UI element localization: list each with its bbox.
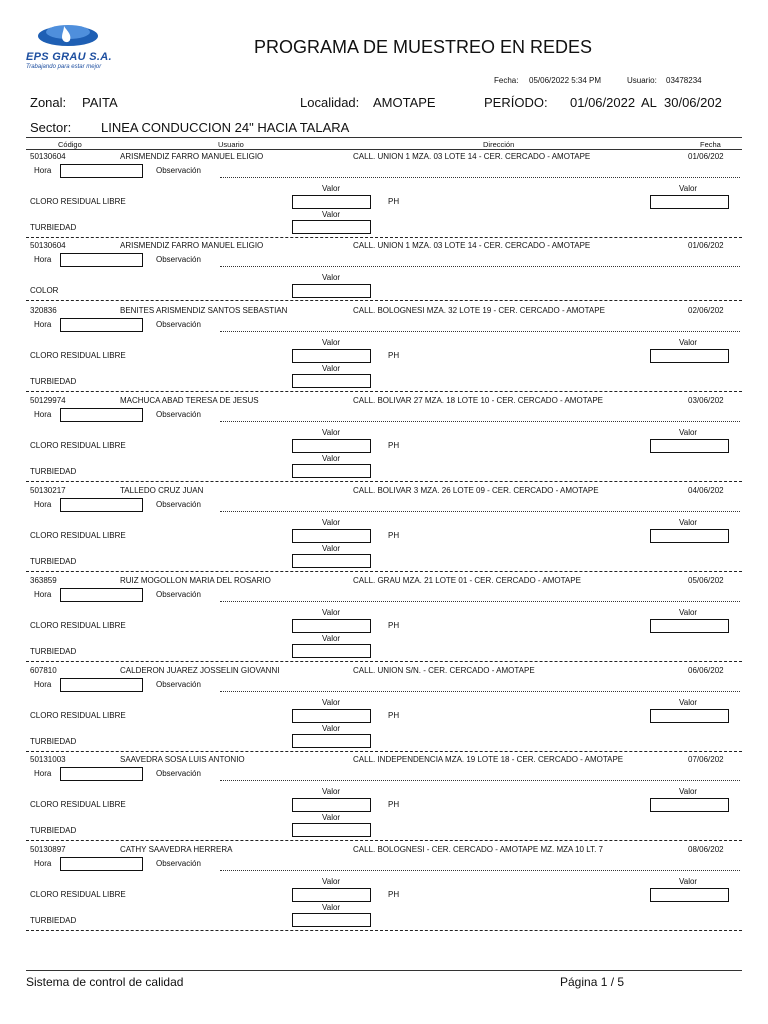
observacion-label: Observación bbox=[156, 680, 201, 689]
record-fecha: 01/06/202 bbox=[688, 152, 724, 161]
ph-label: PH bbox=[388, 890, 400, 899]
usuario-label: Usuario: bbox=[627, 76, 657, 85]
param1-label: CLORO RESIDUAL LIBRE bbox=[30, 197, 126, 206]
ph-valor-input[interactable] bbox=[650, 798, 729, 812]
valor2-label: Valor bbox=[322, 364, 341, 373]
record bbox=[0, 575, 768, 665]
record-codigo: 50131003 bbox=[30, 755, 66, 764]
observacion-label: Observación bbox=[156, 255, 201, 264]
record-fecha: 05/06/202 bbox=[688, 576, 724, 585]
valor-input[interactable] bbox=[292, 888, 371, 902]
record-usuario: SAAVEDRA SOSA LUIS ANTONIO bbox=[120, 755, 245, 764]
record-fecha: 04/06/202 bbox=[688, 486, 724, 495]
observacion-line[interactable] bbox=[220, 691, 740, 692]
valor-input[interactable] bbox=[292, 195, 371, 209]
valor-label: Valor bbox=[322, 608, 341, 617]
ph-valor-input[interactable] bbox=[650, 195, 729, 209]
record bbox=[0, 240, 768, 304]
hora-input[interactable] bbox=[60, 318, 143, 332]
record-direccion: CALL. UNION 1 MZA. 03 LOTE 14 - CER. CERCADO - AMOTAPE bbox=[353, 152, 591, 161]
record-separator bbox=[26, 300, 742, 301]
record-direccion: CALL. INDEPENDENCIA MZA. 19 LOTE 18 - CER. CERCADO - AMOTAPE bbox=[353, 755, 624, 764]
hora-input[interactable] bbox=[60, 253, 143, 267]
footer-page: Página 1 / 5 bbox=[560, 975, 625, 989]
valor2-label: Valor bbox=[322, 454, 341, 463]
record-codigo: 607810 bbox=[30, 666, 57, 675]
record bbox=[0, 151, 768, 241]
valor-input[interactable] bbox=[292, 619, 371, 633]
record-usuario: CATHY SAAVEDRA HERRERA bbox=[120, 845, 233, 854]
hora-label: Hora bbox=[34, 769, 52, 778]
valor2-input[interactable] bbox=[292, 823, 371, 837]
hora-label: Hora bbox=[34, 320, 52, 329]
param1-label: CLORO RESIDUAL LIBRE bbox=[30, 800, 126, 809]
record-separator bbox=[26, 237, 742, 238]
footer-system: Sistema de control de calidad bbox=[26, 975, 184, 989]
observacion-line[interactable] bbox=[220, 421, 740, 422]
record-direccion: CALL. BOLIVAR 27 MZA. 18 LOTE 10 - CER. CERCADO - AMOTAPE bbox=[353, 396, 603, 405]
valor2-input[interactable] bbox=[292, 913, 371, 927]
col-fecha: Fecha bbox=[700, 140, 721, 149]
valor2-input[interactable] bbox=[292, 464, 371, 478]
ph-valor-input[interactable] bbox=[650, 529, 729, 543]
valor2-input[interactable] bbox=[292, 374, 371, 388]
param1-label: COLOR bbox=[30, 286, 59, 295]
record-usuario: CALDERON JUAREZ JOSSELIN GIOVANNI bbox=[120, 666, 280, 675]
valor2-label: Valor bbox=[322, 903, 341, 912]
valor-input[interactable] bbox=[292, 284, 371, 298]
observacion-line[interactable] bbox=[220, 780, 740, 781]
record-codigo: 50130217 bbox=[30, 486, 66, 495]
record-direccion: CALL. BOLIVAR 3 MZA. 26 LOTE 09 - CER. CERCADO - AMOTAPE bbox=[353, 486, 599, 495]
param1-label: CLORO RESIDUAL LIBRE bbox=[30, 621, 126, 630]
col-direccion: Dirección bbox=[483, 140, 515, 149]
record-fecha: 03/06/202 bbox=[688, 396, 724, 405]
periodo-label: PERÍODO: bbox=[484, 95, 548, 110]
ph-valor-label: Valor bbox=[679, 184, 698, 193]
record-usuario: RUIZ MOGOLLON MARIA DEL ROSARIO bbox=[120, 576, 271, 585]
observacion-label: Observación bbox=[156, 410, 201, 419]
param2-label: TURBIEDAD bbox=[30, 467, 77, 476]
hora-input[interactable] bbox=[60, 164, 143, 178]
ph-valor-label: Valor bbox=[679, 338, 698, 347]
valor2-label: Valor bbox=[322, 813, 341, 822]
valor2-label: Valor bbox=[322, 724, 341, 733]
hora-input[interactable] bbox=[60, 767, 143, 781]
ph-label: PH bbox=[388, 197, 400, 206]
col-usuario: Usuario bbox=[218, 140, 244, 149]
record-separator bbox=[26, 930, 742, 931]
record-fecha: 08/06/202 bbox=[688, 845, 724, 854]
ph-valor-input[interactable] bbox=[650, 619, 729, 633]
record-direccion: CALL. BOLOGNESI - CER. CERCADO - AMOTAPE MZ. MZA 10 LT. 7 bbox=[353, 845, 603, 854]
fecha-label: Fecha: bbox=[494, 76, 519, 85]
hora-label: Hora bbox=[34, 166, 52, 175]
record bbox=[0, 305, 768, 395]
valor-input[interactable] bbox=[292, 798, 371, 812]
ph-label: PH bbox=[388, 441, 400, 450]
observacion-line[interactable] bbox=[220, 511, 740, 512]
localidad-value: AMOTAPE bbox=[373, 95, 436, 110]
valor-label: Valor bbox=[322, 428, 341, 437]
observacion-line[interactable] bbox=[220, 331, 740, 332]
record bbox=[0, 754, 768, 844]
record-fecha: 02/06/202 bbox=[688, 306, 724, 315]
record-direccion: CALL. UNION 1 MZA. 03 LOTE 14 - CER. CERCADO - AMOTAPE bbox=[353, 241, 591, 250]
record-codigo: 50130897 bbox=[30, 845, 66, 854]
record-usuario: MACHUCA ABAD TERESA DE JESUS bbox=[120, 396, 259, 405]
param2-label: TURBIEDAD bbox=[30, 916, 77, 925]
ph-valor-label: Valor bbox=[679, 877, 698, 886]
param1-label: CLORO RESIDUAL LIBRE bbox=[30, 890, 126, 899]
valor2-input[interactable] bbox=[292, 554, 371, 568]
ph-label: PH bbox=[388, 800, 400, 809]
record-usuario: ARISMENDIZ FARRO MANUEL ELIGIO bbox=[120, 241, 264, 250]
record-fecha: 07/06/202 bbox=[688, 755, 724, 764]
param1-label: CLORO RESIDUAL LIBRE bbox=[30, 441, 126, 450]
valor-label: Valor bbox=[322, 338, 341, 347]
zonal-label: Zonal: bbox=[30, 95, 67, 110]
ph-label: PH bbox=[388, 621, 400, 630]
observacion-line[interactable] bbox=[220, 870, 740, 871]
hora-input[interactable] bbox=[60, 857, 143, 871]
record-codigo: 363859 bbox=[30, 576, 57, 585]
param1-label: CLORO RESIDUAL LIBRE bbox=[30, 531, 126, 540]
record-usuario: BENITES ARISMENDIZ SANTOS SEBASTIAN bbox=[120, 306, 288, 315]
periodo-from: 01/06/2022 bbox=[570, 95, 636, 110]
valor-label: Valor bbox=[322, 184, 341, 193]
hora-label: Hora bbox=[34, 859, 52, 868]
sector-value: LINEA CONDUCCION 24" HACIA TALARA bbox=[101, 120, 350, 135]
zonal-value: PAITA bbox=[82, 95, 118, 110]
param2-label: TURBIEDAD bbox=[30, 223, 77, 232]
record bbox=[0, 395, 768, 485]
record-separator bbox=[26, 661, 742, 662]
valor-label: Valor bbox=[322, 518, 341, 527]
footer-rule bbox=[26, 970, 742, 971]
param2-label: TURBIEDAD bbox=[30, 377, 77, 386]
hora-input[interactable] bbox=[60, 588, 143, 602]
periodo-to: 30/06/202 bbox=[664, 95, 722, 110]
valor-label: Valor bbox=[322, 698, 341, 707]
record bbox=[0, 665, 768, 755]
ph-valor-label: Valor bbox=[679, 518, 698, 527]
hora-label: Hora bbox=[34, 680, 52, 689]
ph-valor-label: Valor bbox=[679, 428, 698, 437]
hora-label: Hora bbox=[34, 255, 52, 264]
record-separator bbox=[26, 840, 742, 841]
record-separator bbox=[26, 571, 742, 572]
param1-label: CLORO RESIDUAL LIBRE bbox=[30, 711, 126, 720]
ph-valor-label: Valor bbox=[679, 608, 698, 617]
ph-valor-input[interactable] bbox=[650, 888, 729, 902]
record-direccion: CALL. BOLOGNESI MZA. 32 LOTE 19 - CER. CERCADO - AMOTAPE bbox=[353, 306, 605, 315]
observacion-line[interactable] bbox=[220, 601, 740, 602]
param2-label: TURBIEDAD bbox=[30, 737, 77, 746]
hora-label: Hora bbox=[34, 590, 52, 599]
record-separator bbox=[26, 391, 742, 392]
valor-label: Valor bbox=[322, 877, 341, 886]
record-direccion: CALL. GRAU MZA. 21 LOTE 01 - CER. CERCADO - AMOTAPE bbox=[353, 576, 581, 585]
record-codigo: 50130604 bbox=[30, 241, 66, 250]
ph-valor-input[interactable] bbox=[650, 349, 729, 363]
record-usuario: TALLEDO CRUZ JUAN bbox=[120, 486, 204, 495]
observacion-label: Observación bbox=[156, 769, 201, 778]
record bbox=[0, 485, 768, 575]
observacion-label: Observación bbox=[156, 859, 201, 868]
valor2-input[interactable] bbox=[292, 220, 371, 234]
ph-valor-label: Valor bbox=[679, 698, 698, 707]
record-separator bbox=[26, 751, 742, 752]
valor-input[interactable] bbox=[292, 349, 371, 363]
observacion-label: Observación bbox=[156, 500, 201, 509]
column-header-bottom-rule bbox=[26, 149, 742, 150]
ph-valor-input[interactable] bbox=[650, 709, 729, 723]
hora-label: Hora bbox=[34, 410, 52, 419]
record-fecha: 06/06/202 bbox=[688, 666, 724, 675]
valor2-label: Valor bbox=[322, 210, 341, 219]
observacion-line[interactable] bbox=[220, 266, 740, 267]
record-fecha: 01/06/202 bbox=[688, 241, 724, 250]
param2-label: TURBIEDAD bbox=[30, 647, 77, 656]
observacion-label: Observación bbox=[156, 166, 201, 175]
valor-label: Valor bbox=[322, 787, 341, 796]
observacion-label: Observación bbox=[156, 320, 201, 329]
valor2-label: Valor bbox=[322, 544, 341, 553]
ph-label: PH bbox=[388, 711, 400, 720]
record-codigo: 50129974 bbox=[30, 396, 66, 405]
valor-input[interactable] bbox=[292, 529, 371, 543]
logo-name: EPS GRAU S.A. bbox=[26, 51, 112, 63]
column-header-top-rule bbox=[26, 137, 742, 138]
ph-valor-input[interactable] bbox=[650, 439, 729, 453]
record-separator bbox=[26, 481, 742, 482]
periodo-al: AL bbox=[641, 95, 657, 110]
record-codigo: 320836 bbox=[30, 306, 57, 315]
localidad-label: Localidad: bbox=[300, 95, 360, 110]
sector-label: Sector: bbox=[30, 120, 72, 135]
record-direccion: CALL. UNION S/N. - CER. CERCADO - AMOTAPE bbox=[353, 666, 535, 675]
hora-input[interactable] bbox=[60, 678, 143, 692]
observacion-line[interactable] bbox=[220, 177, 740, 178]
page-title: PROGRAMA DE MUESTREO EN REDES bbox=[254, 37, 593, 57]
record bbox=[0, 844, 768, 934]
valor-input[interactable] bbox=[292, 439, 371, 453]
logo-slogan: Trabajando para estar mejor bbox=[26, 64, 102, 70]
hora-label: Hora bbox=[34, 500, 52, 509]
valor2-input[interactable] bbox=[292, 734, 371, 748]
fecha-value: 05/06/2022 5:34 PM bbox=[529, 76, 602, 85]
param2-label: TURBIEDAD bbox=[30, 826, 77, 835]
valor2-input[interactable] bbox=[292, 644, 371, 658]
valor2-label: Valor bbox=[322, 634, 341, 643]
col-codigo: Código bbox=[58, 140, 82, 149]
valor-label: Valor bbox=[322, 273, 341, 282]
record-usuario: ARISMENDIZ FARRO MANUEL ELIGIO bbox=[120, 152, 264, 161]
param2-label: TURBIEDAD bbox=[30, 557, 77, 566]
param1-label: CLORO RESIDUAL LIBRE bbox=[30, 351, 126, 360]
hora-input[interactable] bbox=[60, 498, 143, 512]
hora-input[interactable] bbox=[60, 408, 143, 422]
ph-valor-label: Valor bbox=[679, 787, 698, 796]
ph-label: PH bbox=[388, 531, 400, 540]
valor-input[interactable] bbox=[292, 709, 371, 723]
record-codigo: 50130604 bbox=[30, 152, 66, 161]
ph-label: PH bbox=[388, 351, 400, 360]
observacion-label: Observación bbox=[156, 590, 201, 599]
usuario-value: 03478234 bbox=[666, 76, 702, 85]
